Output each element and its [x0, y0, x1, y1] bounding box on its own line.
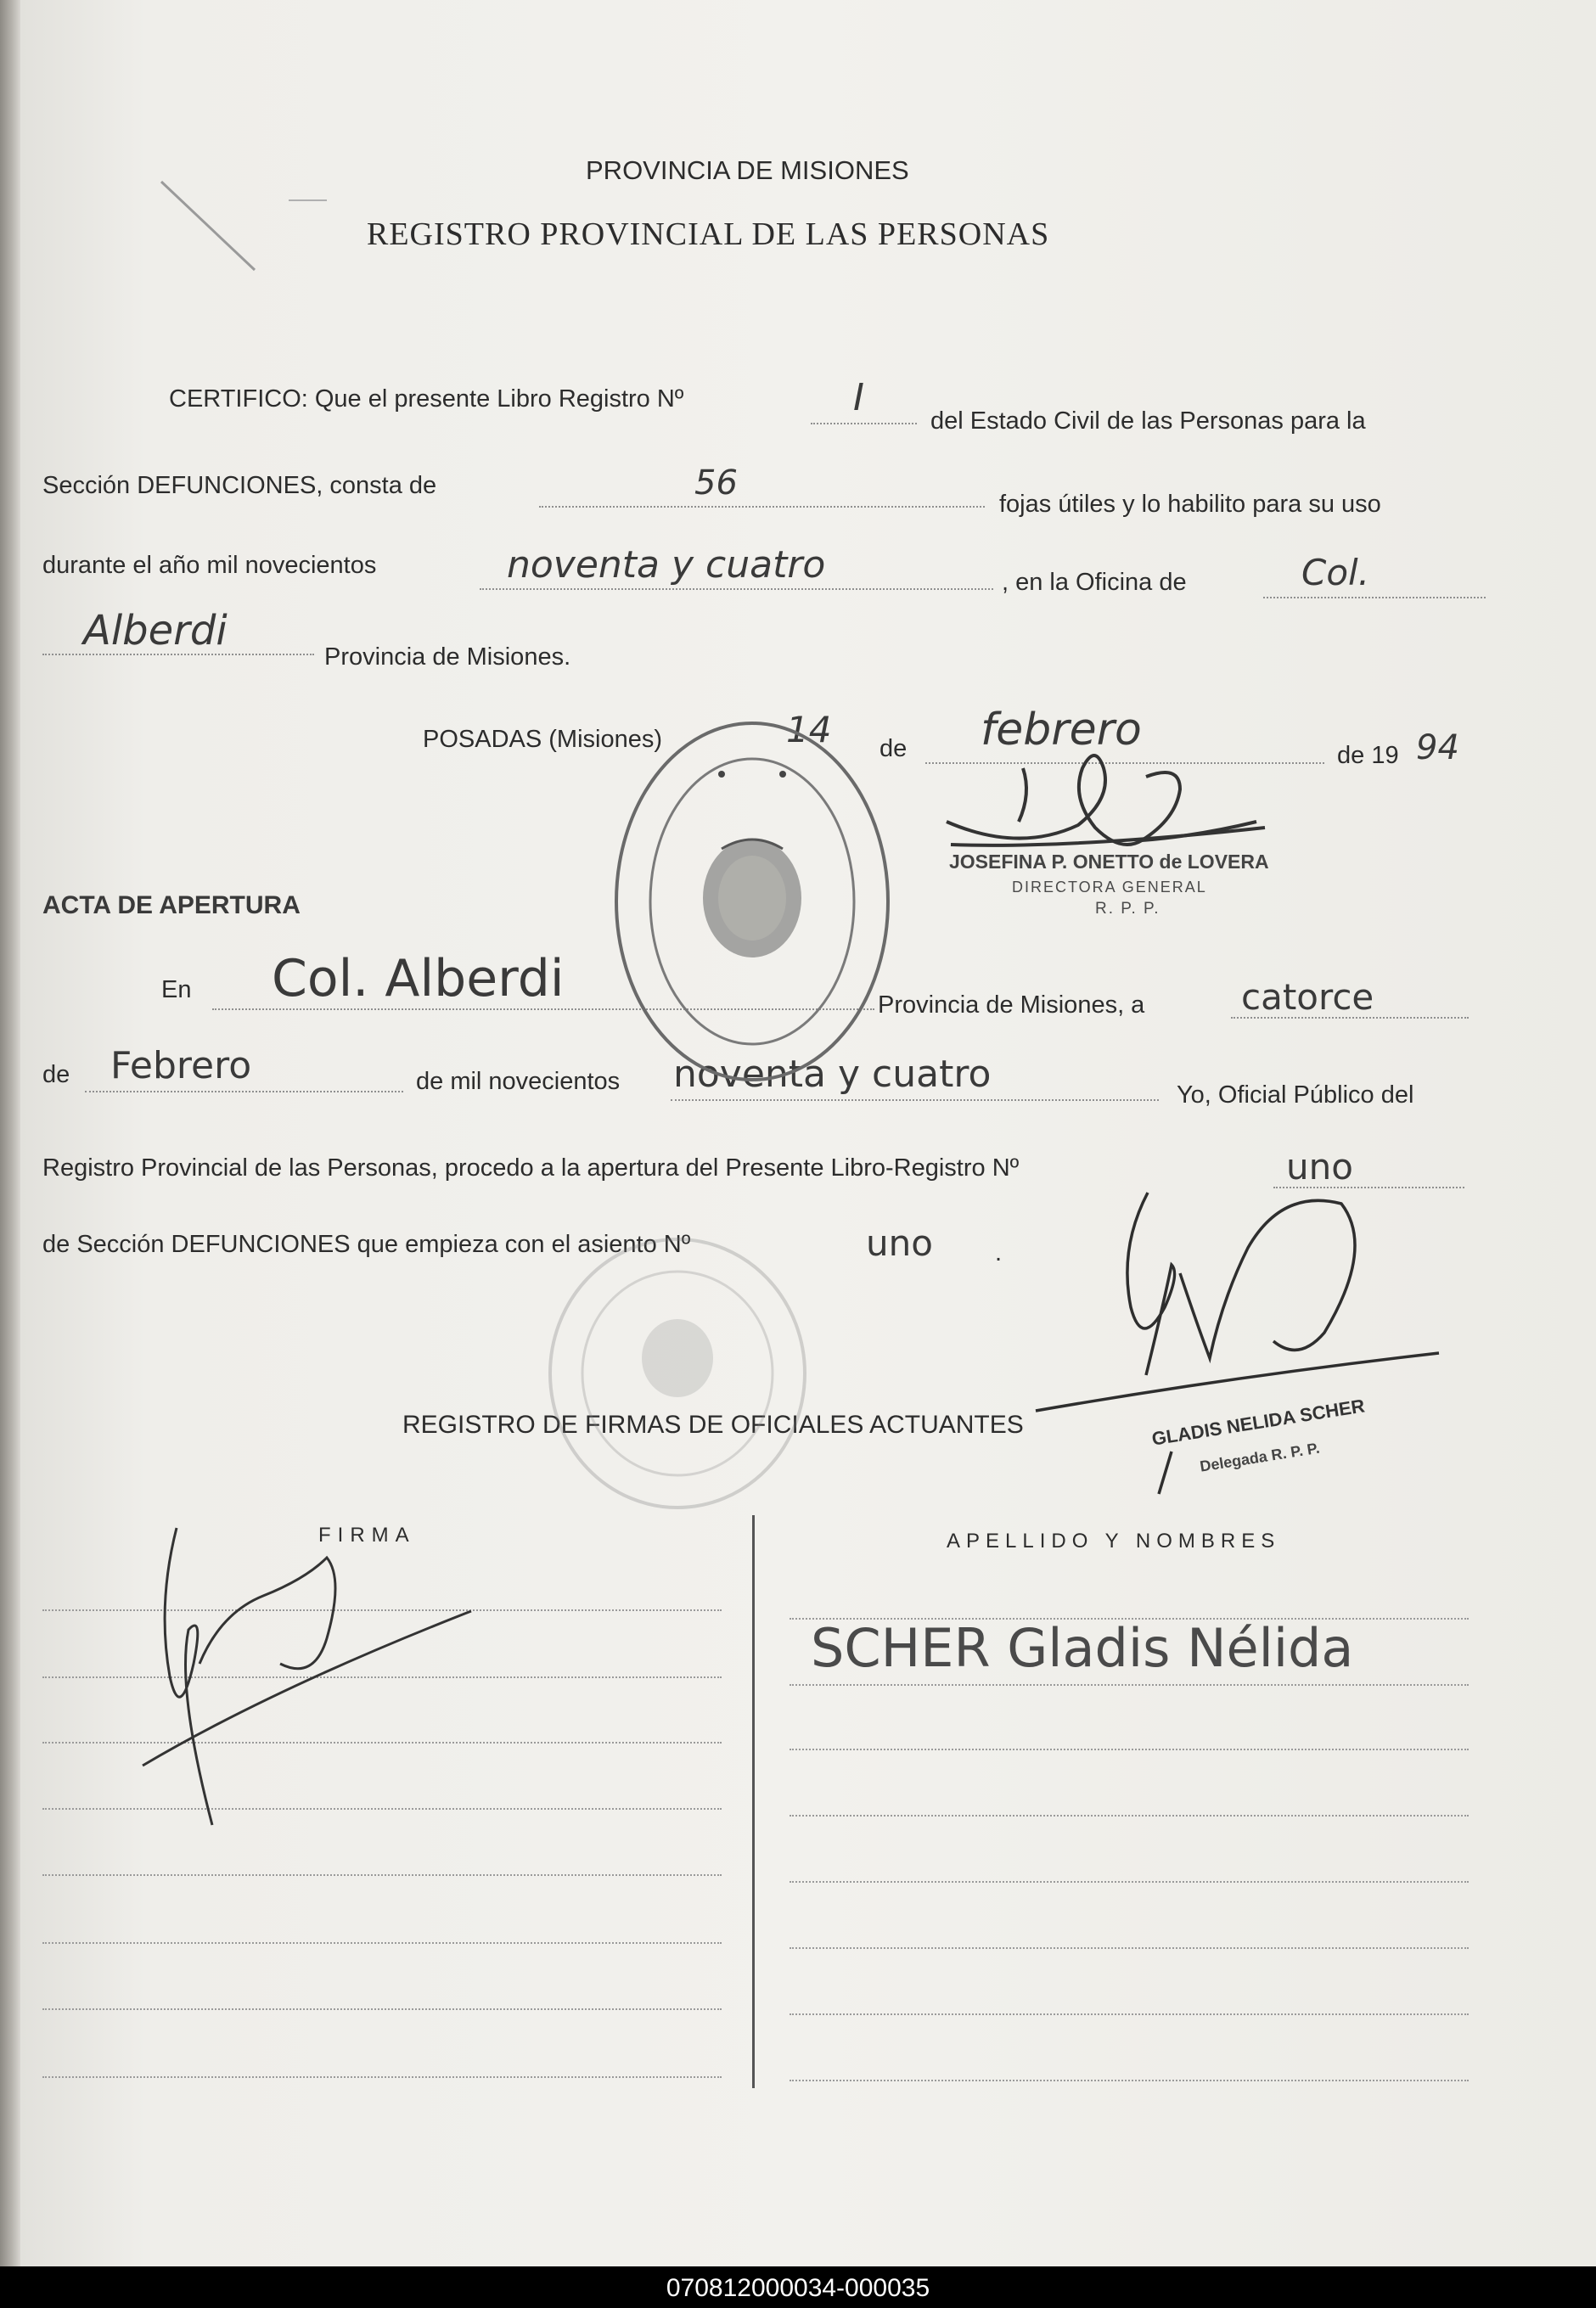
apertura-book-words: uno	[1286, 1146, 1353, 1188]
signatures-title: REGISTRO DE FIRMAS DE OFICIALES ACTUANTES	[402, 1411, 1024, 1439]
cert-year-words: noventa y cuatro	[507, 543, 826, 587]
cert-line3-b: , en la Oficina de	[1002, 569, 1187, 596]
cert-line1-a: CERTIFICO: Que el presente Libro Registro Nº	[169, 385, 684, 413]
apertura-registro: Registro Provincial de las Personas, procedo a la apertura del Presente Libro-Registro Nº	[42, 1154, 1020, 1182]
cert-day: 14	[786, 709, 832, 750]
cert-line1-b: del Estado Civil de las Personas para la	[930, 407, 1366, 435]
apertura-seccion: de Sección DEFUNCIONES que empieza con el asiento Nº	[42, 1231, 691, 1258]
apertura-period: .	[995, 1239, 1003, 1266]
registry-seal-icon	[616, 723, 888, 1080]
apertura-de: de	[42, 1061, 70, 1088]
header-registry: REGISTRO PROVINCIAL DE LAS PERSONAS	[367, 216, 1050, 252]
cert-book-number: I	[853, 376, 864, 419]
apertura-month: Febrero	[110, 1044, 252, 1087]
apertura-place: Col. Alberdi	[272, 949, 565, 1008]
cert-de: de	[879, 735, 908, 762]
apertura-day: catorce	[1241, 976, 1374, 1018]
col-signature-header: FIRMA	[318, 1524, 416, 1547]
officer-stamp-name: GLADIS NELIDA SCHER	[1150, 1395, 1367, 1450]
director-name: JOSEFINA P. ONETTO de LOVERA	[949, 851, 1269, 873]
apertura-heading: ACTA DE APERTURA	[42, 891, 301, 919]
cert-office-a: Col.	[1301, 552, 1370, 593]
apertura-mil: de mil novecientos	[416, 1068, 621, 1095]
row-signature-icon	[143, 1528, 471, 1825]
header-province: PROVINCIA DE MISIONES	[586, 155, 909, 185]
cert-month: febrero	[981, 705, 1142, 755]
cert-place: POSADAS (Misiones)	[423, 726, 663, 753]
cert-office-b: Alberdi	[83, 607, 228, 654]
apertura-en: En	[161, 976, 192, 1003]
apertura-entry-words: uno	[866, 1222, 933, 1264]
apertura-province: Provincia de Misiones, a	[878, 991, 1145, 1019]
apertura-yo: Yo, Oficial Público del	[1177, 1081, 1414, 1109]
officer-signature-icon	[1036, 1193, 1439, 1494]
officer-stamp-role: Delegada R. P. P.	[1199, 1439, 1321, 1475]
director-signature-icon	[947, 755, 1265, 845]
cert-line4: Provincia de Misiones.	[324, 643, 571, 671]
apertura-year-words: noventa y cuatro	[673, 1053, 992, 1096]
cert-line3-a: durante el año mil novecientos	[42, 552, 377, 579]
director-org: R. P. P.	[1095, 900, 1160, 918]
director-title: DIRECTORA GENERAL	[1012, 879, 1207, 896]
cert-line2-a: Sección DEFUNCIONES, consta de	[42, 472, 437, 499]
pencil-mark	[161, 182, 255, 270]
officer-full-name: SCHER Gladis Nélida	[811, 1617, 1354, 1679]
document-code: 070812000034-000035	[666, 2274, 930, 2302]
cert-year-suffix: 94	[1416, 728, 1459, 767]
col-name-header: APELLIDO Y NOMBRES	[947, 1530, 1281, 1553]
cert-line2-b: fojas útiles y lo habilito para su uso	[999, 491, 1381, 518]
faint-seal-icon	[550, 1239, 805, 1508]
cert-year-prefix: de 19	[1337, 742, 1399, 769]
cert-folios: 56	[694, 463, 738, 503]
